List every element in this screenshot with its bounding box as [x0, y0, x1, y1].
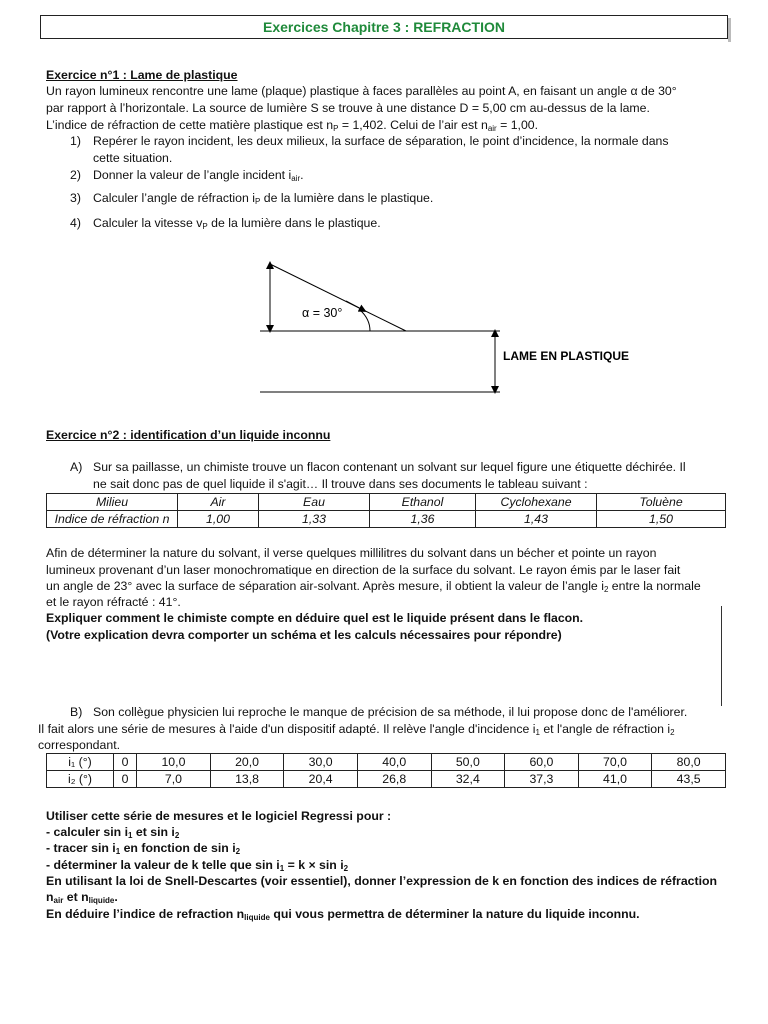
- exercise-1-line-2: par rapport à l’horizontale. La source de lumière S se trouve à une distance D = 5,00 cm au-dessus de la lame.: [46, 101, 650, 115]
- part-a-line-2: lumineux provenant d’un laser monochromatique en direction de la surface du solvant. Le rayon émis par le laser fait: [46, 563, 681, 577]
- question-4: 4) Calculer la vitesse $v_P$ de la lumière dans le plastique.: [70, 216, 381, 231]
- table-cell: 20,0: [210, 754, 284, 771]
- part-b-line-2: Il fait alors une série de mesures à l'aide d'un dispositif adapté. Il relève l'angle d'incidence $i_1$ et l'angle de réfraction $i_2$: [38, 722, 675, 737]
- part-a-intro: A) Sur sa paillasse, un chimiste trouve un flacon contenant un solvant sur lequel figure une étiquette déchirée. Il ne sait donc pas de quel liquide il s'agit… Il trouve dans ses documents le tableau suivant :: [70, 460, 686, 491]
- question-1: 1) Repérer le rayon incident, les deux milieux, la surface de séparation, le point d’incidence, la normale dans cette situation.: [70, 134, 669, 165]
- table-cell: 40,0: [357, 754, 431, 771]
- table-cell: 43,5: [652, 771, 726, 788]
- exercise-1-title: Exercice n°1 : Lame de plastique: [46, 68, 238, 82]
- table-cell: 1,50: [597, 511, 726, 528]
- table-cell: 37,3: [505, 771, 579, 788]
- table-cell: 1,00: [178, 511, 259, 528]
- table-cell: Eau: [259, 494, 370, 511]
- table-cell: 10,0: [137, 754, 211, 771]
- exercise-1-line-3: L’indice de réfraction de cette matière plastique est $n_P = 1,402$. Celui de l’air est $n_{air} = 1,00$.: [46, 118, 539, 133]
- table-cell: i₁ (°): [47, 754, 114, 771]
- table-cell: Milieu: [47, 494, 178, 511]
- table-cell: 26,8: [357, 771, 431, 788]
- table-cell: Cyclohexane: [476, 494, 597, 511]
- incident-ray: [270, 264, 406, 331]
- margin-bar: [721, 606, 722, 706]
- part-a-line-1: Afin de déterminer la nature du solvant, il verse quelques millilitres du solvant dans un bécher et pointe un rayon: [46, 546, 657, 560]
- exercise-2-title: Exercice n°2 : identification d’un liquide inconnu: [46, 428, 331, 442]
- table-cell: 80,0: [652, 754, 726, 771]
- question-2: 2) Donner la valeur de l’angle incident $i_{air}$.: [70, 168, 304, 183]
- table-cell: Ethanol: [370, 494, 476, 511]
- table-row: [47, 754, 726, 771]
- table-cell: 70,0: [578, 754, 652, 771]
- part-a-instruction: (Votre explication devra comporter un schéma et les calculs nécessaires pour répondre): [46, 628, 562, 642]
- table-cell: Indice de réfraction n: [47, 511, 178, 528]
- page-title: Exercices Chapitre 3 : REFRACTION: [40, 15, 728, 39]
- table-cell: 32,4: [431, 771, 505, 788]
- part-a-line-3: un angle de 23° avec la surface de séparation air-solvant. Après mesure, il obtient la valeur de l’angle $i_2$ entre la normale: [46, 579, 701, 594]
- table-cell: 20,4: [284, 771, 358, 788]
- angle-arc: [360, 310, 370, 331]
- table-cell: 50,0: [431, 754, 505, 771]
- part-b-line-3: correspondant.: [38, 738, 121, 752]
- part-b-task-3: - déterminer la valeur de k telle que $\sin i_1 = k \times \sin i_2$: [46, 858, 349, 873]
- part-b-task-4: En utilisant la loi de Snell-Descartes (voir essentiel), donner l’expression de k en fonction des indices de réfraction: [46, 874, 718, 888]
- part-b-task-intro: Utiliser cette série de mesures et le logiciel Regressi pour :: [46, 809, 392, 823]
- table-cell: 1,43: [476, 511, 597, 528]
- ray-direction-arrow: [346, 301, 363, 310]
- table-row: [47, 771, 726, 788]
- exercise-1-line-1: Un rayon lumineux rencontre une lame (plaque) plastique à faces parallèles au point A, en faisant un angle α de 30°: [46, 84, 677, 98]
- table-cell: 0: [114, 754, 137, 771]
- measurement-table: [46, 753, 726, 788]
- plate-label: LAME EN PLASTIQUE: [503, 349, 630, 363]
- table-cell: 13,8: [210, 771, 284, 788]
- part-b-intro: B) Son collègue physicien lui reproche le manque de précision de sa méthode, il lui propose donc de l'améliorer.: [70, 705, 688, 719]
- table-cell: Toluène: [597, 494, 726, 511]
- part-a-line-4: et le rayon réfracté : 41°.: [46, 595, 181, 609]
- part-a-question: Expliquer comment le chimiste compte en déduire quel est le liquide présent dans le flacon.: [46, 611, 584, 625]
- table-cell: 41,0: [578, 771, 652, 788]
- table-cell: i₂ (°): [47, 771, 114, 788]
- table-cell: 1,33: [259, 511, 370, 528]
- part-b-task-2: - tracer $\sin i_1$ en fonction de $\sin i_2$: [46, 841, 241, 856]
- table-cell: 1,36: [370, 511, 476, 528]
- part-b-task-5: En déduire l’indice de refraction $n_{liquide}$ qui vous permettra de déterminer la nature du liquide inconnu.: [46, 907, 640, 922]
- table-row: [47, 511, 726, 528]
- table-cell: 7,0: [137, 771, 211, 788]
- plate-diagram: [250, 255, 650, 405]
- part-b-task-1: - calculer $\sin i_1$ et $\sin i_2$: [46, 825, 180, 840]
- part-b-task-4-cont: $n_{air}$ et $n_{liquide}$.: [46, 890, 118, 905]
- table-row: [47, 494, 726, 511]
- table-cell: 0: [114, 771, 137, 788]
- table-cell: 60,0: [505, 754, 579, 771]
- question-3: 3) Calculer l’angle de réfraction $i_P$ de la lumière dans le plastique.: [70, 191, 434, 206]
- angle-label: α = 30°: [302, 306, 343, 320]
- refraction-index-table: [46, 493, 726, 528]
- table-cell: Air: [178, 494, 259, 511]
- table-cell: 30,0: [284, 754, 358, 771]
